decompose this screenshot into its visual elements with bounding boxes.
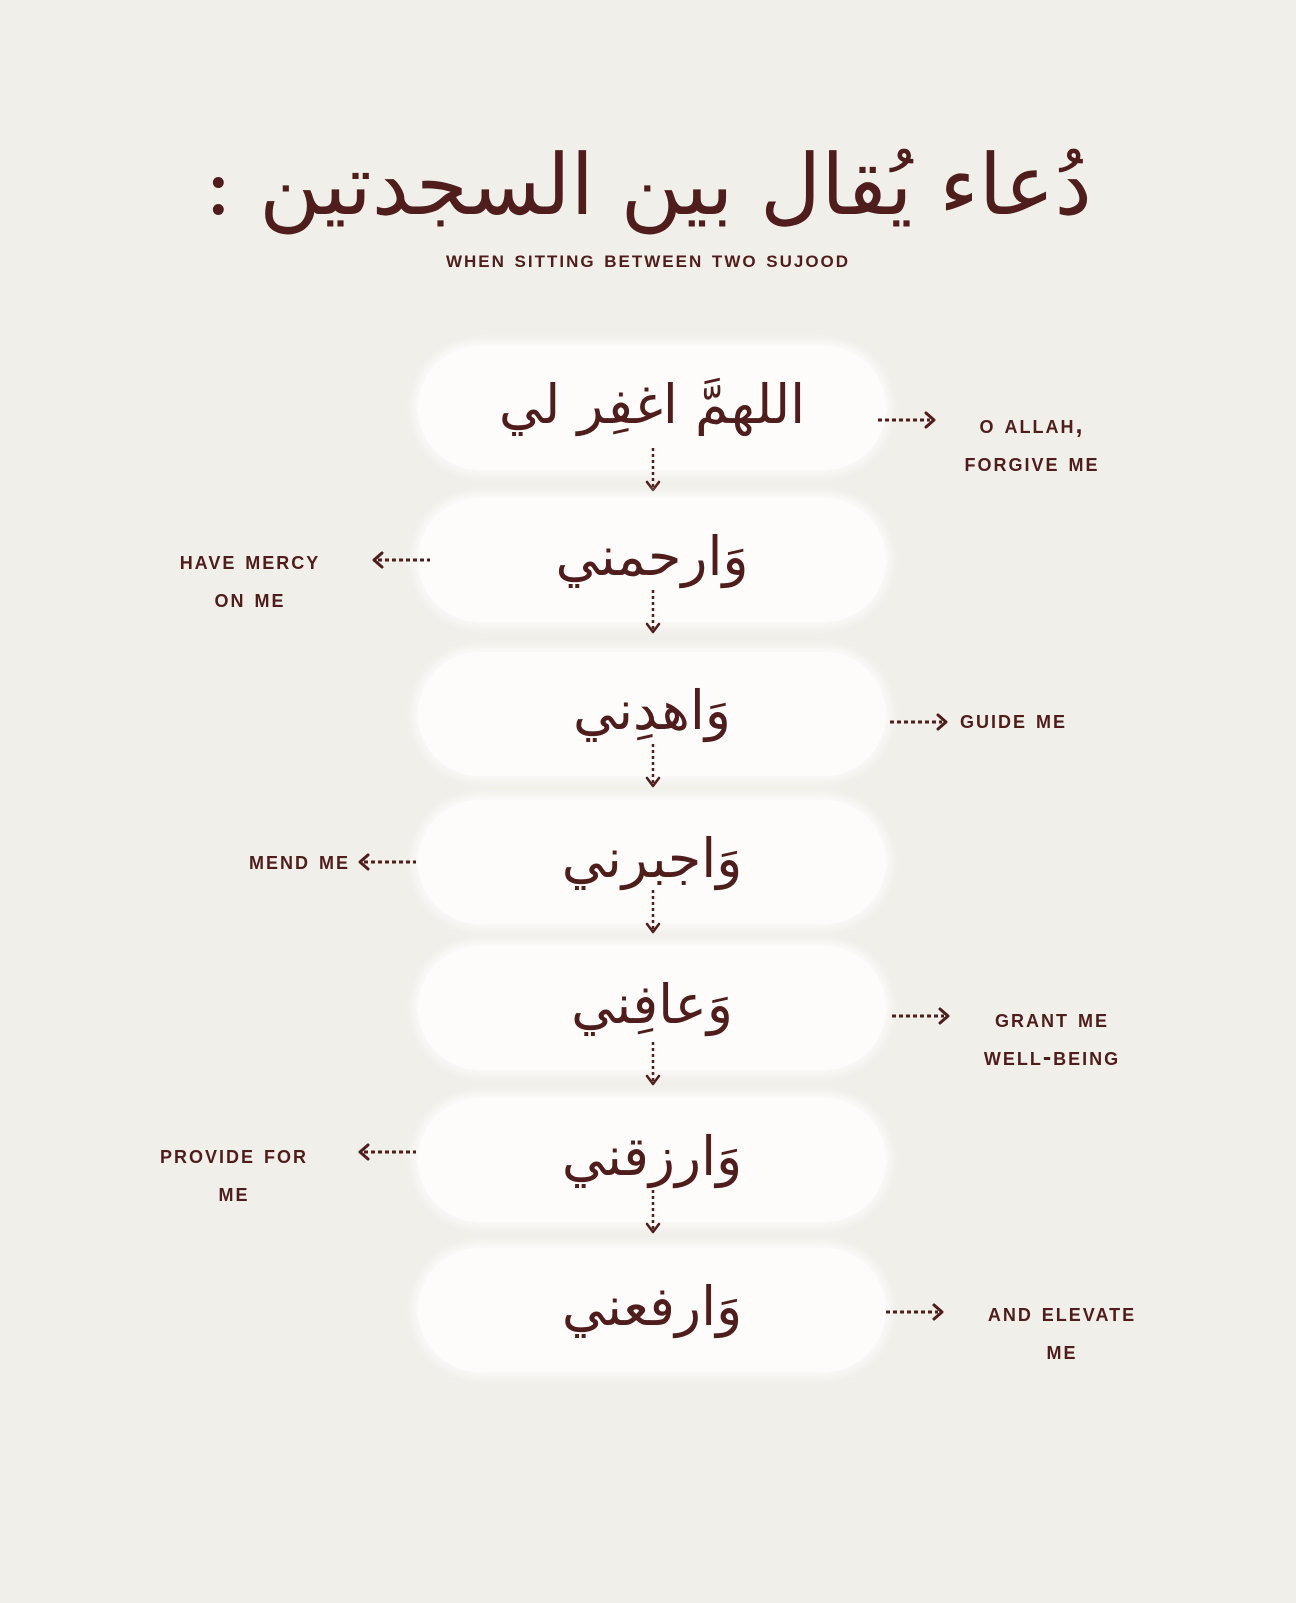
dotted-down-arrow-icon (644, 588, 662, 638)
translation-line: on me (214, 585, 286, 613)
dotted-arrow-right-icon (884, 1302, 950, 1322)
dotted-down-arrow-icon (644, 1188, 662, 1238)
translation-line: o allah, (979, 411, 1085, 439)
translation-label-3 (960, 701, 1120, 739)
step-arabic-text: وَارزقني (561, 1125, 743, 1188)
dotted-down-arrow-icon (644, 888, 662, 938)
translation-label-2 (130, 542, 370, 618)
translation-line: mend me (249, 847, 350, 875)
translation-line: grant me (995, 1005, 1109, 1033)
page-title: دُعاء يُقال بين السجدتين : (204, 136, 1092, 234)
dotted-arrow-left-icon (352, 852, 418, 872)
dotted-down-arrow-icon (644, 742, 662, 792)
translation-label-7 (942, 1294, 1182, 1370)
translation-label-1 (912, 406, 1152, 482)
translation-line: guide me (960, 706, 1067, 734)
dotted-down-arrow-icon (644, 446, 662, 496)
translation-label-6 (114, 1136, 354, 1212)
dotted-down-arrow-icon (644, 1040, 662, 1090)
step-arabic-text: وَعافِني (571, 973, 733, 1036)
translation-label-5 (932, 1000, 1172, 1076)
step-arabic-text: اللهمَّ اغفِر لي (498, 373, 806, 436)
translation-line: have mercy (179, 547, 321, 575)
step-arabic-text: وَاجبرني (561, 827, 743, 890)
translation-label-4 (180, 842, 350, 880)
dotted-arrow-right-icon (888, 712, 954, 732)
translation-line: forgive me (964, 449, 1100, 477)
translation-line: and elevate (987, 1299, 1137, 1327)
translation-line: me (218, 1179, 250, 1207)
dotted-arrow-left-icon (352, 1142, 418, 1162)
translation-line: well-being (983, 1043, 1121, 1071)
step-arabic-text: وَاهدِني (573, 679, 731, 742)
step-arabic-text: وَارحمني (555, 525, 749, 588)
page-subtitle: when sitting between two sujood (445, 246, 851, 273)
step-pill-7 (418, 1248, 886, 1372)
translation-line: provide for (160, 1141, 308, 1169)
translation-line: me (1046, 1337, 1078, 1365)
step-arabic-text: وَارفعني (561, 1275, 743, 1338)
dotted-arrow-left-icon (366, 550, 432, 570)
